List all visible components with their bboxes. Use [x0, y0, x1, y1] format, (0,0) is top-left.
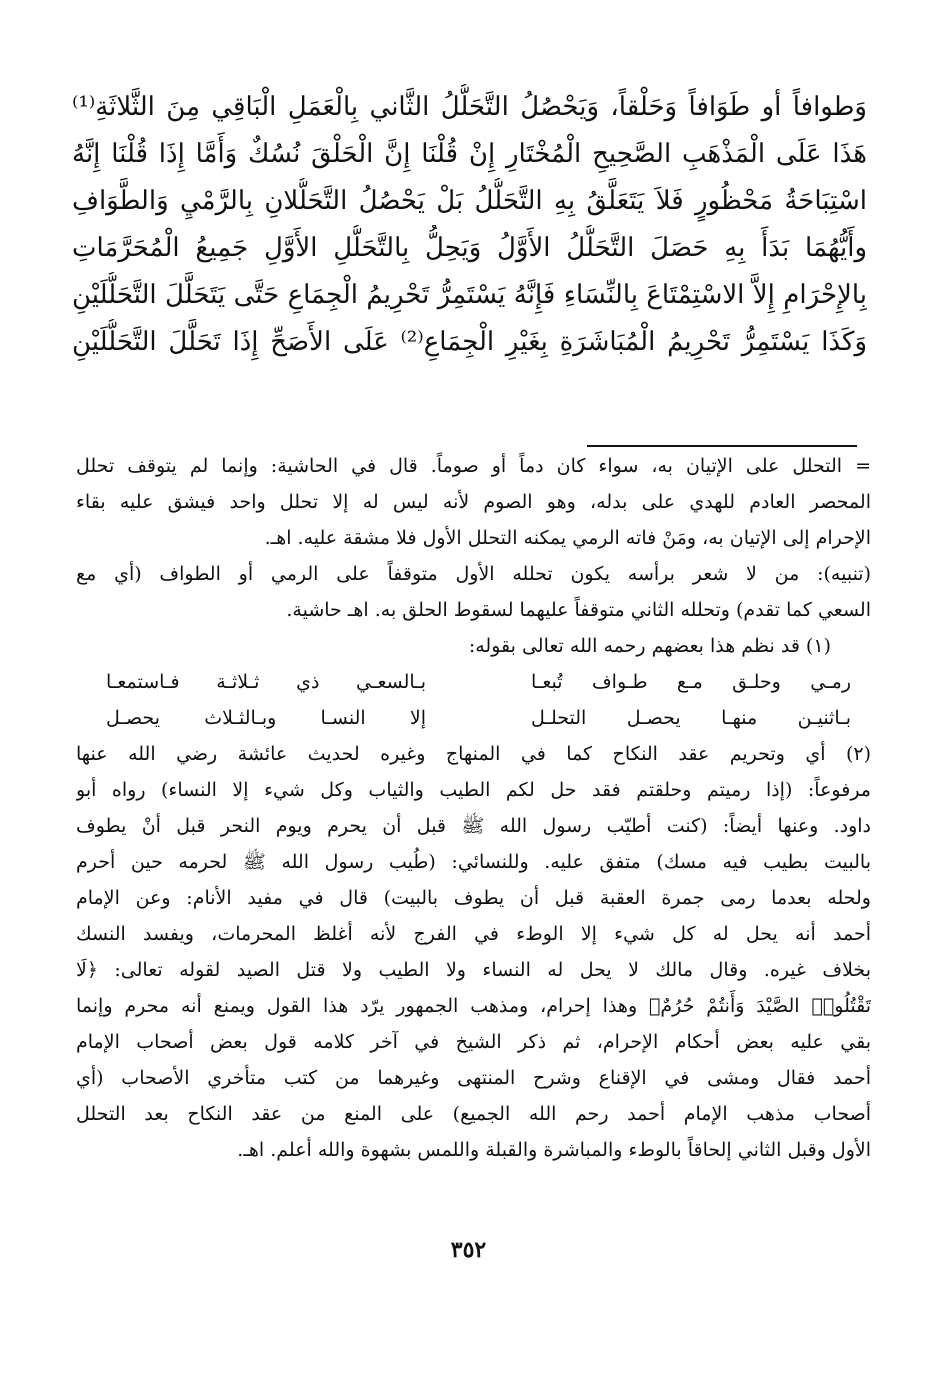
poem-hemistich-right: بـاثنيـن منهـا يحصـل التحلـل — [531, 707, 851, 729]
main-text-line: وَكَذَا يَسْتَمِرُّ تَحْرِيمُ الْمُبَاشَرَةِ بِغَيْرِ الْجِمَاعِ⁽²⁾ عَلَى الأَصَحِّ إِذَا تَحَلَّلَ التَّحَلُّلَيْنِ — [72, 327, 867, 357]
footnote-2-line: أحمد فقال ومشى في الإقناع وشرح المنتهى وغيرهما من كتب متأخري الأصحاب (أي — [76, 1067, 871, 1089]
footnote-2-line: (٢) أي وتحريم عقد النكاح كما في المنهاج وغيره لحديث عائشة رضي الله عنها — [76, 743, 871, 765]
footnote-2-line: تَقْتُلُوا۟ الصَّيْدَ وَأَنتُمْ حُرُمٌ﴾ وهذا إحرام، ومذهب الجمهور يرّد هذا القول ويمنع أنه محرم وإنما — [76, 995, 871, 1017]
main-text-line: بِالإِحْرَامِ إِلاَّ الاسْتِمْتَاعَ بِالنِّسَاءِ فَإِنَّهُ يَسْتَمِرُّ تَحْرِيمُ الْجِمَاعِ حَتَّى يَتَحَلَّلَ التَّحَلُّلَيْنِ — [72, 280, 867, 310]
poem-hemistich-left: بـالسعـي ذي ثـلاثـة فـاستمعـا — [106, 671, 426, 693]
footnote-2-line: داود. وعنها أيضاً: (كنت أطيّب رسول الله ﷺ قبل أن يحرم ويوم النحر قبل أنْ يطوف — [76, 815, 871, 837]
main-text-line: اسْتِبَاحَةُ مَحْظُورٍ فَلاَ يَتَعَلَّقُ بِهِ التَّحَلُّلُ بَلْ يَحْصُلُ التَّحَلُّلانِ بِالرَّمْيِ وَالطَّوَافِ — [72, 186, 867, 216]
footnote-2-line: أصحاب مذهب الإمام أحمد رحم الله الجميع) على المنع من عقد النكاح بعد التحلل — [76, 1103, 871, 1125]
page-number: ٣٥٢ — [450, 1237, 487, 1263]
main-text-line: وَطوافاً أو طَوَافاً وَحَلْقاً، وَيَحْصُلُ التَّحَلُّلُ الثَّاني بِالْعَمَلِ الْبَاقِي مِنَ الثَّلاثَةِ⁽¹⁾ — [72, 92, 867, 122]
footnote-2-line: بقي عليه بعض أحكام الإحرام، ثم ذكر الشيخ في آخر كلامه قول بعض أصحاب الإمام — [76, 1031, 871, 1053]
tanbih-line: السعي كما تقدم) وتحلله الثاني متوقفاً عليهما لسقوط الحلق به. اهـ حاشية. — [286, 599, 871, 621]
footnote-continuation-line: المحصر العادم للهدي على بدله، وهو الصوم لأنه ليس له إلا تحلل واحد فيشق عليه بقاء — [76, 491, 871, 513]
footnote-2-line: أحمد أنه يحل له كل شيء إلا الوطء في الفرج لأنه أغلظ المحرمات، ويفسد النسك — [76, 923, 871, 945]
footnote-2-line: ولحله بعدما رمى جمرة العقبة قبل أن يطوف بالبيت) قال في مفيد الأنام: وعن الإمام — [76, 887, 871, 909]
footnote-2-line: بالبيت بطيب فيه مسك) متفق عليه. وللنسائي: (طُيب رسول الله ﷺ لحرمه حين أحرم — [76, 851, 871, 873]
tanbih-line: (تنبيه): من لا شعر برأسه يكون تحلله الأول متوقفاً على الرمي أو الطواف (أي مع — [76, 563, 871, 585]
footnote-1-intro: (١) قد نظم هذا بعضهم رحمه الله تعالى بقوله: — [468, 635, 831, 657]
poem-hemistich-right: رمـي وحلـق مـع طـواف تُبعـا — [531, 671, 851, 693]
main-text-line: وأَيُّهُمَا بَدَأَ بِهِ حَصَلَ التَّحَلُّلُ الأَوَّلُ وَيَحِلُّ بِالتَّحَلُّلِ الأَوَّلِ جَمِيعُ الْمُحَرَّمَاتِ — [72, 233, 867, 263]
poem-hemistich-left: إلا النسـا وبـالثـلاث يحصـل — [106, 707, 426, 729]
footnotes — [76, 448, 871, 1168]
footnote-divider — [587, 445, 857, 447]
footnote-2-line: مرفوعاً: (إذا رميتم وحلقتم فقد حل لكم الطيب والثياب وكل شيء إلا النساء) رواه أبو — [76, 779, 871, 801]
footnote-continuation-line: الإحرام إلى الإتيان به، ومَنْ فاته الرمي يمكنه التحلل الأول فلا مشقة عليه. اهـ. — [264, 527, 871, 549]
main-text-line: هَذَا عَلَى الْمَذْهَبِ الصَّحِيحِ الْمُخْتَارِ إِنْ قُلْنَا إِنَّ الْحَلْقَ نُسُكٌ وَأَمَّا إِذَا قُلْنَا إِنَّهُ — [72, 139, 867, 169]
footnote-2-line: الأول وقبل الثاني إلحاقاً بالوطء والمباشرة والقبلة واللمس بشهوة والله أعلم. اهـ. — [237, 1139, 871, 1161]
footnote-2-line: بخلاف غيره. وقال مالك لا يحل له النساء ولا الطيب ولا قتل الصيد لقوله تعالى: ﴿لَا — [76, 959, 871, 981]
poem-verse — [76, 700, 871, 736]
main-text — [72, 84, 867, 366]
footnote-continuation-line: = التحلل على الإتيان به، سواء كان دماً أو صوماً. قال في الحاشية: وإنما لم يتوقف تحلل — [76, 455, 871, 477]
poem-verse — [76, 664, 871, 700]
